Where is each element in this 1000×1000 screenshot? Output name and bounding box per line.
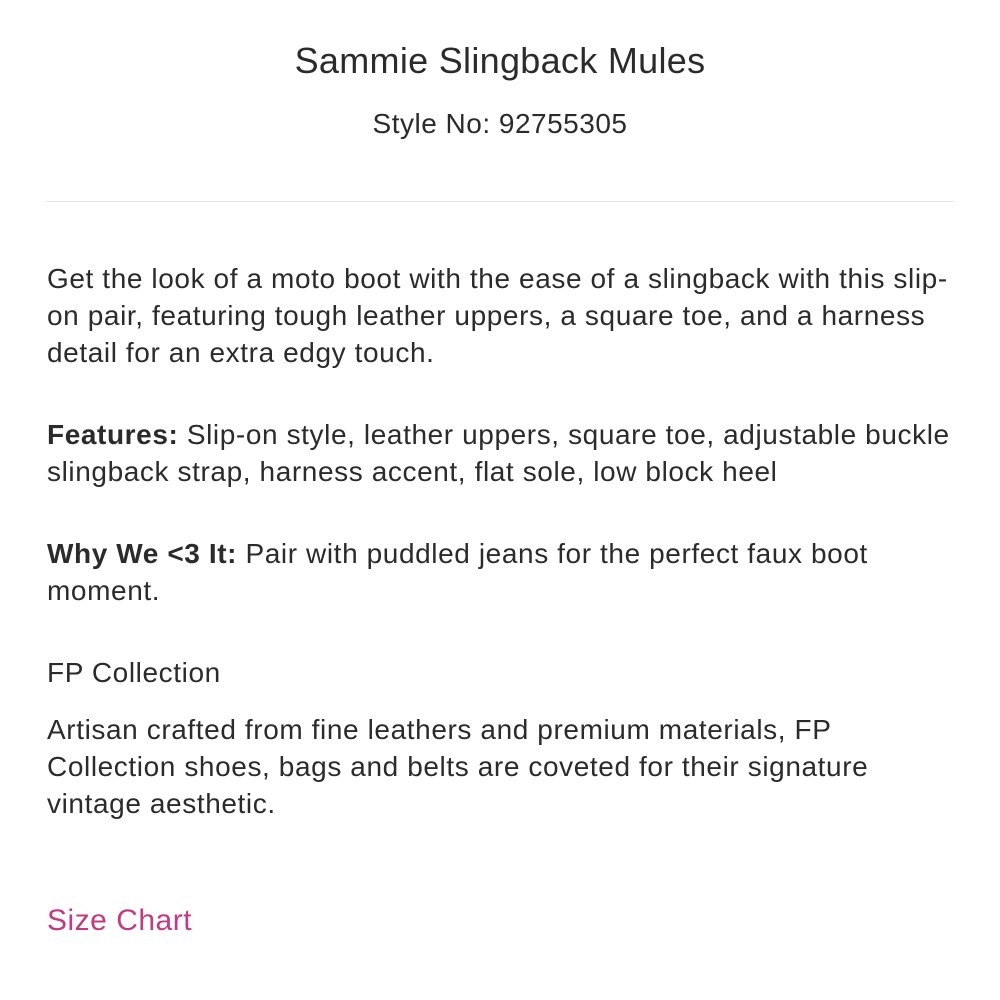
why-we-love-it-label: Why We <3 It: bbox=[47, 538, 238, 569]
product-title: Sammie Slingback Mules bbox=[294, 40, 706, 81]
features-paragraph bbox=[47, 416, 967, 490]
collection-description: Artisan crafted from fine leathers and premium materials, FP Collection shoes, bags and belts are coveted for their signature vintage aesthetic. bbox=[47, 714, 869, 819]
why-we-love-it-paragraph bbox=[47, 535, 967, 609]
features-label: Features: bbox=[47, 419, 179, 450]
size-chart-link[interactable]: Size Chart bbox=[47, 904, 193, 937]
features-text: Slip-on style, leather uppers, square toe, adjustable buckle slingback strap, harness accent, flat sole, low block heel bbox=[47, 419, 950, 487]
style-number: Style No: 92755305 bbox=[372, 108, 628, 139]
product-description: Get the look of a moto boot with the ease of a slingback with this slip-on pair, featuring tough leather uppers, a square toe, and a harness detail for an extra edgy touch. bbox=[47, 263, 948, 368]
divider bbox=[46, 201, 954, 202]
why-we-love-it-text: Pair with puddled jeans for the perfect faux boot moment. bbox=[47, 538, 868, 606]
collection-heading: FP Collection bbox=[47, 657, 221, 688]
